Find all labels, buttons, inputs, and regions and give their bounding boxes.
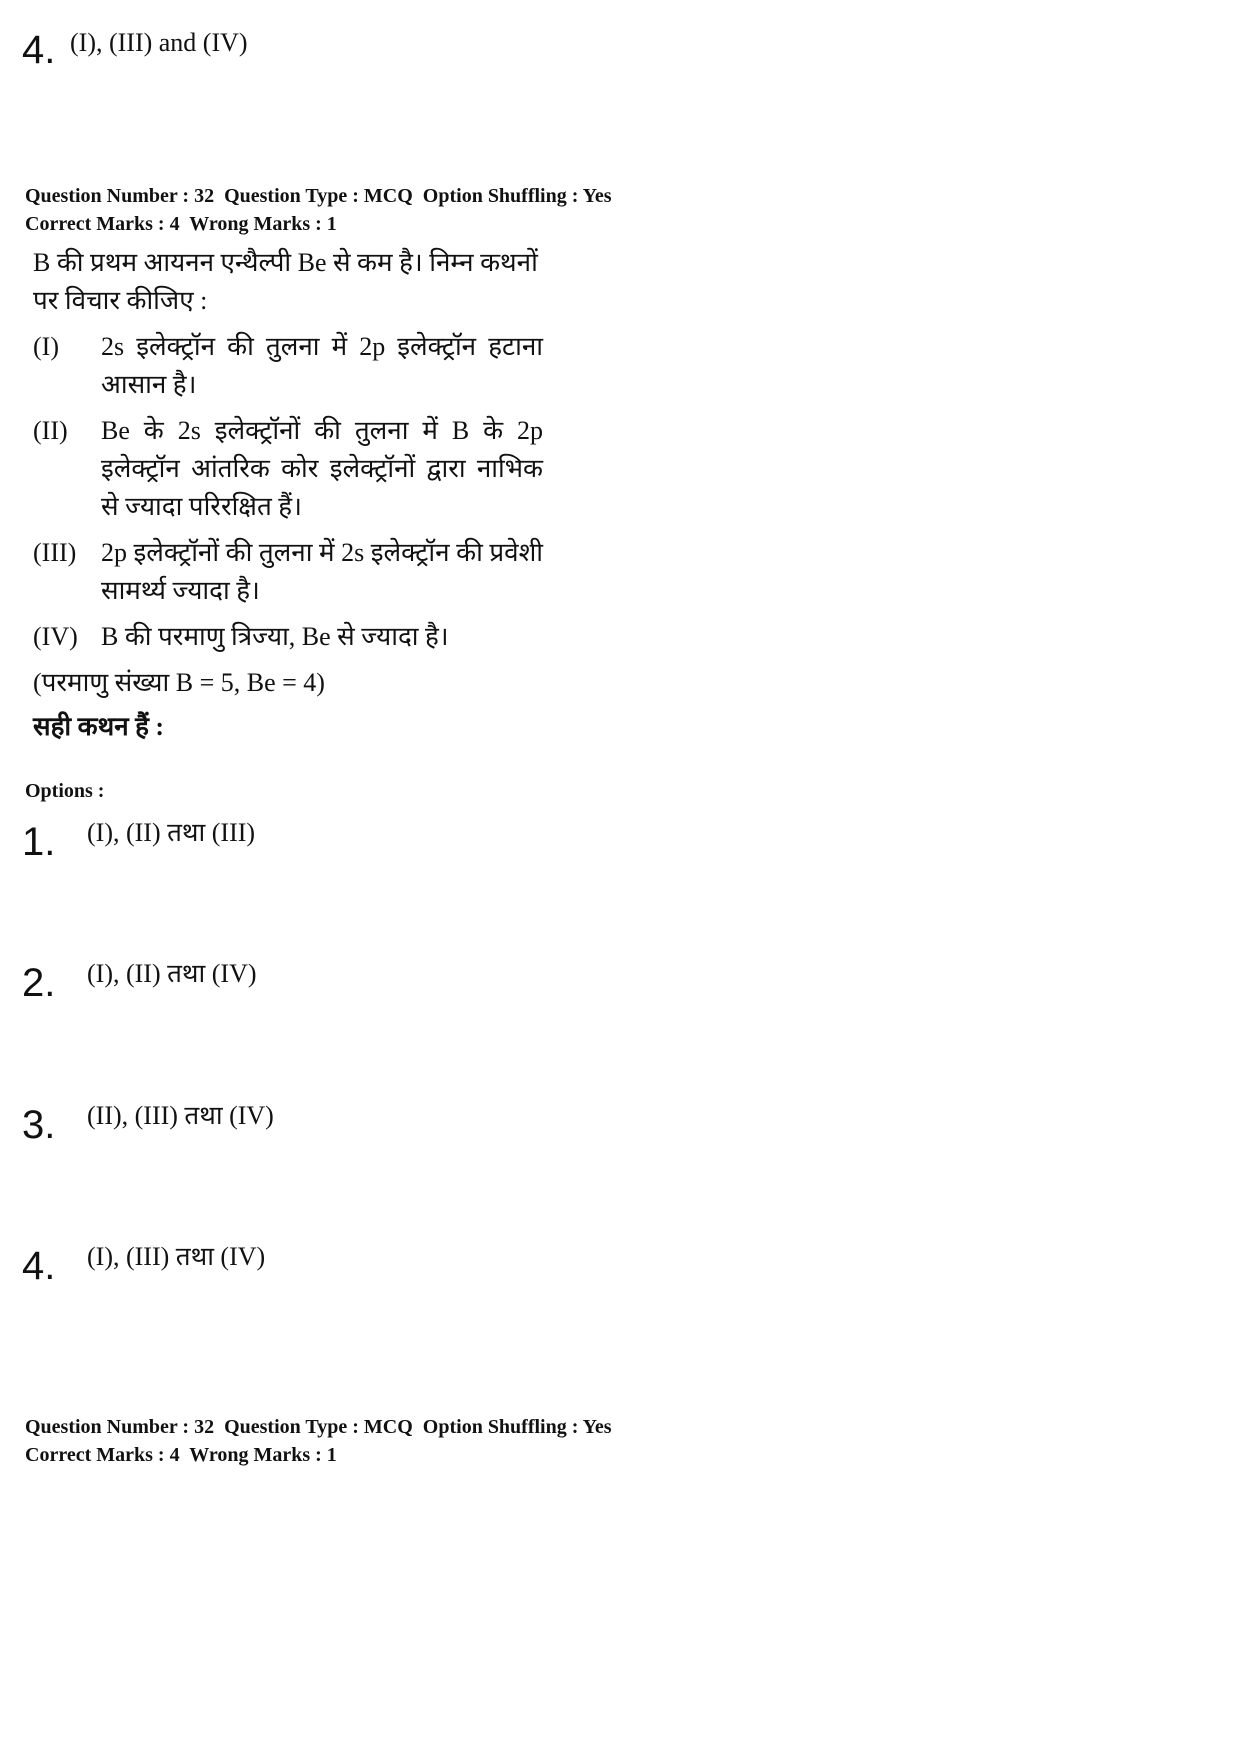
statement-label: (II)	[33, 416, 68, 445]
option-text: (I), (II) तथा (III)	[87, 818, 256, 847]
option-number: 4.	[22, 1244, 56, 1288]
question-intro: B की प्रथम आयनन एन्थैल्पी Be से कम है। निम्न कथनों पर विचार कीजिए :	[33, 248, 538, 315]
options-label: Options :	[25, 780, 105, 802]
option-number: 1.	[22, 820, 56, 864]
statement-text: 2p इलेक्ट्रॉनों की तुलना में 2s इलेक्ट्रॉन की प्रवेशी सामर्थ्य ज्यादा है।	[101, 538, 543, 605]
option-text: (I), (II) तथा (IV)	[87, 959, 257, 988]
previous-option-text: (I), (III) and (IV)	[70, 28, 248, 57]
statement-text: 2s इलेक्ट्रॉन की तुलना में 2p इलेक्ट्रॉन हटाना आसान है।	[101, 332, 543, 399]
statement-item	[33, 618, 543, 656]
option-number: 2.	[22, 961, 56, 1005]
option-number: 3.	[22, 1103, 56, 1147]
question-ask: सही कथन हैं :	[33, 712, 165, 741]
statement-item	[33, 328, 543, 404]
question-meta-line: Question Number : 32 Question Type : MCQ Option Shuffling : Yes	[25, 185, 612, 207]
statement-text: Be के 2s इलेक्ट्रॉनों की तुलना में B के 2p इलेक्ट्रॉन आंतरिक कोर इलेक्ट्रॉनों द्वारा नाभिक से ज्यादा परिरक्षित हैं।	[101, 416, 543, 521]
next-question-meta-line: Question Number : 32 Question Type : MCQ Option Shuffling : Yes	[25, 1416, 612, 1438]
statement-item	[33, 534, 543, 610]
statement-label: (IV)	[33, 622, 78, 651]
question-marks-line: Correct Marks : 4 Wrong Marks : 1	[25, 213, 337, 235]
statement-label: (I)	[33, 332, 59, 361]
question-body	[33, 244, 543, 746]
next-question-marks-line: Correct Marks : 4 Wrong Marks : 1	[25, 1444, 337, 1466]
statement-item	[33, 412, 543, 526]
previous-option-number: 4.	[22, 28, 56, 72]
statement-text: B की परमाणु त्रिज्या, Be से ज्यादा है।	[101, 622, 449, 651]
atomic-number-note: (परमाणु संख्या B = 5, Be = 4)	[33, 668, 325, 697]
statement-label: (III)	[33, 538, 77, 567]
option-text: (I), (III) तथा (IV)	[87, 1242, 266, 1271]
option-text: (II), (III) तथा (IV)	[87, 1101, 274, 1130]
